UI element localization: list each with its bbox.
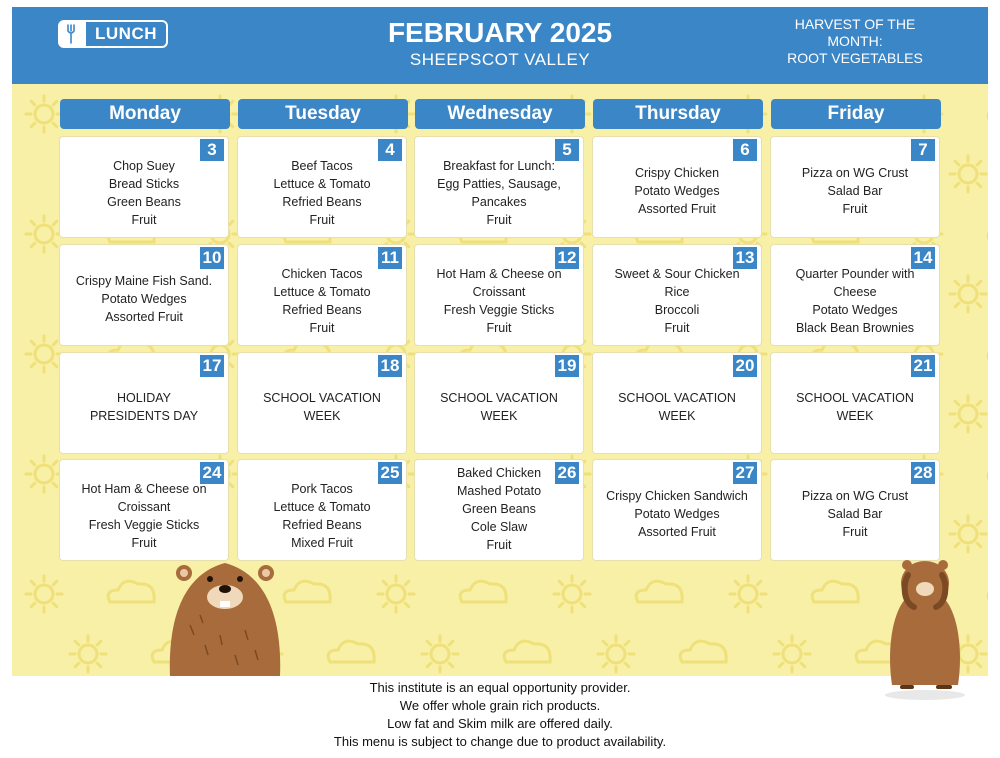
menu-item: Assorted Fruit bbox=[638, 525, 716, 539]
date-number: 25 bbox=[378, 462, 402, 484]
menu-item: SCHOOL VACATION bbox=[618, 391, 736, 405]
sun-pattern-icon bbox=[26, 336, 62, 372]
calendar-day-cell bbox=[771, 460, 939, 560]
menu-items bbox=[244, 157, 400, 229]
sun-pattern-icon bbox=[422, 636, 458, 672]
menu-item: Fruit bbox=[486, 213, 512, 227]
menu-item: PRESIDENTS DAY bbox=[89, 409, 199, 423]
calendar-day-cell bbox=[593, 245, 761, 345]
calendar-day-cell bbox=[593, 137, 761, 237]
menu-items bbox=[599, 389, 755, 425]
calendar-day-cell bbox=[60, 353, 228, 453]
menu-item: Hot Ham & Cheese on bbox=[436, 267, 562, 281]
date-number: 26 bbox=[555, 462, 579, 484]
footer-notes bbox=[200, 679, 800, 751]
sun-pattern-icon bbox=[950, 516, 986, 552]
menu-item: Pizza on WG Crust bbox=[801, 489, 909, 503]
day-header-tuesday: Tuesday bbox=[238, 99, 408, 129]
calendar-day-cell bbox=[60, 137, 228, 237]
menu-item: Lettuce & Tomato bbox=[273, 285, 371, 299]
menu-item: Refried Beans bbox=[282, 518, 362, 532]
day-header-monday: Monday bbox=[60, 99, 230, 129]
sun-pattern-icon bbox=[26, 576, 62, 612]
menu-item: WEEK bbox=[480, 409, 518, 423]
menu-item: Croissant bbox=[472, 285, 526, 299]
date-number: 6 bbox=[733, 139, 757, 161]
menu-items bbox=[777, 389, 933, 425]
date-number: 24 bbox=[200, 462, 224, 484]
date-number: 12 bbox=[555, 247, 579, 269]
date-number: 7 bbox=[911, 139, 935, 161]
sun-pattern-icon bbox=[70, 636, 106, 672]
menu-item: Fruit bbox=[486, 321, 512, 335]
menu-item: Sweet & Sour Chicken bbox=[614, 267, 740, 281]
harvest-of-month bbox=[770, 16, 940, 67]
menu-item: Fruit bbox=[309, 321, 335, 335]
menu-items bbox=[66, 480, 222, 552]
menu-item: SCHOOL VACATION bbox=[796, 391, 914, 405]
sun-pattern-icon bbox=[26, 96, 62, 132]
menu-item: WEEK bbox=[658, 409, 696, 423]
menu-item: Rice bbox=[664, 285, 690, 299]
menu-items bbox=[599, 164, 755, 218]
menu-item: Potato Wedges bbox=[812, 303, 898, 317]
menu-item: Fruit bbox=[486, 538, 512, 552]
cloud-pattern-icon bbox=[284, 581, 330, 602]
cloud-pattern-icon bbox=[680, 641, 726, 662]
menu-items bbox=[777, 164, 933, 218]
calendar-day-cell bbox=[415, 245, 583, 345]
groundhog-left-illustration bbox=[160, 555, 290, 676]
footer-line: This institute is an equal opportunity provider. bbox=[369, 680, 631, 695]
menu-item: Fresh Veggie Sticks bbox=[88, 518, 200, 532]
menu-item: Chicken Tacos bbox=[281, 267, 363, 281]
cloud-pattern-icon bbox=[328, 641, 374, 662]
menu-item: Mashed Potato bbox=[456, 484, 542, 498]
lunch-label: LUNCH bbox=[95, 24, 157, 43]
menu-item: Green Beans bbox=[107, 195, 181, 209]
calendar-day-cell bbox=[60, 245, 228, 345]
sun-pattern-icon bbox=[26, 216, 62, 252]
calendar-day-cell bbox=[771, 353, 939, 453]
date-number: 4 bbox=[378, 139, 402, 161]
menu-item: Fruit bbox=[131, 536, 157, 550]
sun-pattern-icon bbox=[26, 456, 62, 492]
menu-item: Crispy Maine Fish Sand. bbox=[75, 274, 213, 288]
day-header-wednesday: Wednesday bbox=[415, 99, 585, 129]
lunch-badge bbox=[58, 20, 168, 48]
menu-item: Croissant bbox=[117, 500, 171, 514]
date-number: 13 bbox=[733, 247, 757, 269]
menu-item: Breakfast for Lunch: bbox=[443, 159, 555, 173]
page-subtitle: SHEEPSCOT VALLEY bbox=[409, 50, 591, 69]
menu-items bbox=[777, 265, 933, 337]
menu-item: Cheese bbox=[833, 285, 877, 299]
menu-item: Cole Slaw bbox=[470, 520, 528, 534]
date-number: 19 bbox=[555, 355, 579, 377]
menu-items bbox=[66, 389, 222, 425]
calendar-day-cell bbox=[238, 245, 406, 345]
day-header-thursday: Thursday bbox=[593, 99, 763, 129]
menu-item: Assorted Fruit bbox=[105, 310, 183, 324]
calendar-day-cell bbox=[415, 460, 583, 560]
menu-item: Fruit bbox=[131, 213, 157, 227]
calendar-day-cell bbox=[238, 353, 406, 453]
menu-item: Fruit bbox=[309, 213, 335, 227]
groundhog-right-illustration bbox=[880, 555, 970, 700]
menu-items bbox=[599, 487, 755, 541]
date-number: 11 bbox=[378, 247, 402, 269]
cloud-pattern-icon bbox=[504, 641, 550, 662]
menu-item: Black Bean Brownies bbox=[795, 321, 915, 335]
menu-item: Quarter Pounder with bbox=[795, 267, 915, 281]
calendar-day-cell bbox=[771, 245, 939, 345]
sun-pattern-icon bbox=[730, 576, 766, 612]
menu-item: Pancakes bbox=[471, 195, 527, 209]
menu-item: Potato Wedges bbox=[634, 507, 720, 521]
calendar-day-cell bbox=[415, 137, 583, 237]
date-number: 21 bbox=[911, 355, 935, 377]
sun-pattern-icon bbox=[950, 156, 986, 192]
date-number: 14 bbox=[911, 247, 935, 269]
menu-items bbox=[421, 464, 577, 554]
menu-item: Baked Chicken bbox=[456, 466, 542, 480]
menu-item: Fruit bbox=[664, 321, 690, 335]
menu-items bbox=[66, 157, 222, 229]
calendar-day-cell bbox=[593, 460, 761, 560]
menu-item: Green Beans bbox=[462, 502, 536, 516]
harvest-line: ROOT VEGETABLES bbox=[787, 50, 923, 66]
cloud-pattern-icon bbox=[812, 581, 858, 602]
menu-item: Fresh Veggie Sticks bbox=[443, 303, 555, 317]
date-number: 20 bbox=[733, 355, 757, 377]
menu-items bbox=[244, 389, 400, 425]
calendar-day-cell bbox=[238, 460, 406, 560]
cloud-pattern-icon bbox=[108, 581, 154, 602]
menu-item: Egg Patties, Sausage, bbox=[437, 177, 561, 191]
sun-pattern-icon bbox=[950, 396, 986, 432]
menu-item: Hot Ham & Cheese on bbox=[81, 482, 207, 496]
date-number: 28 bbox=[911, 462, 935, 484]
footer-line: We offer whole grain rich products. bbox=[399, 698, 601, 713]
menu-item: Crispy Chicken Sandwich bbox=[606, 489, 748, 503]
menu-item: Broccoli bbox=[654, 303, 700, 317]
menu-item: Chop Suey bbox=[113, 159, 175, 173]
menu-item: WEEK bbox=[303, 409, 341, 423]
menu-item: Mixed Fruit bbox=[291, 536, 353, 550]
menu-item: Pork Tacos bbox=[291, 482, 353, 496]
menu-item: Refried Beans bbox=[282, 195, 362, 209]
menu-item: WEEK bbox=[836, 409, 874, 423]
menu-items bbox=[777, 487, 933, 541]
calendar-day-cell bbox=[60, 460, 228, 560]
page-title: FEBRUARY 2025 bbox=[387, 17, 613, 48]
date-number: 5 bbox=[555, 139, 579, 161]
footer-line: This menu is subject to change due to product availability. bbox=[333, 734, 667, 749]
date-number: 17 bbox=[200, 355, 224, 377]
date-number: 18 bbox=[378, 355, 402, 377]
date-number: 10 bbox=[200, 247, 224, 269]
menu-item: Fruit bbox=[842, 525, 868, 539]
fork-icon bbox=[60, 22, 86, 46]
sun-pattern-icon bbox=[598, 636, 634, 672]
footer-line: Low fat and Skim milk are offered daily. bbox=[387, 716, 613, 731]
sun-pattern-icon bbox=[774, 636, 810, 672]
menu-item: Lettuce & Tomato bbox=[273, 177, 371, 191]
menu-item: Salad Bar bbox=[827, 507, 883, 521]
header-banner bbox=[12, 7, 988, 84]
sun-pattern-icon bbox=[378, 576, 414, 612]
menu-items bbox=[421, 389, 577, 425]
calendar-day-cell bbox=[593, 353, 761, 453]
menu-item: Bread Sticks bbox=[108, 177, 180, 191]
cloud-pattern-icon bbox=[460, 581, 506, 602]
harvest-line: MONTH: bbox=[827, 33, 883, 49]
menu-item: Potato Wedges bbox=[634, 184, 720, 198]
menu-items bbox=[66, 272, 222, 326]
menu-item: Lettuce & Tomato bbox=[273, 500, 371, 514]
menu-item: Potato Wedges bbox=[101, 292, 187, 306]
menu-items bbox=[244, 265, 400, 337]
sun-pattern-icon bbox=[950, 276, 986, 312]
menu-items bbox=[421, 157, 577, 229]
calendar-day-cell bbox=[238, 137, 406, 237]
date-number: 27 bbox=[733, 462, 757, 484]
menu-items bbox=[599, 265, 755, 337]
harvest-line: HARVEST OF THE bbox=[794, 16, 916, 32]
menu-item: HOLIDAY bbox=[117, 391, 171, 405]
menu-item: Refried Beans bbox=[282, 303, 362, 317]
menu-item: SCHOOL VACATION bbox=[440, 391, 558, 405]
menu-item: Assorted Fruit bbox=[638, 202, 716, 216]
calendar-day-cell bbox=[415, 353, 583, 453]
menu-items bbox=[244, 480, 400, 552]
menu-item: Pizza on WG Crust bbox=[801, 166, 909, 180]
menu-item: Beef Tacos bbox=[291, 159, 353, 173]
menu-item: SCHOOL VACATION bbox=[263, 391, 381, 405]
menu-item: Salad Bar bbox=[827, 184, 883, 198]
menu-item: Fruit bbox=[842, 202, 868, 216]
menu-item: Crispy Chicken bbox=[634, 166, 720, 180]
date-number: 3 bbox=[200, 139, 224, 161]
calendar-day-cell bbox=[771, 137, 939, 237]
day-header-friday: Friday bbox=[771, 99, 941, 129]
menu-items bbox=[421, 265, 577, 337]
sun-pattern-icon bbox=[554, 576, 590, 612]
cloud-pattern-icon bbox=[636, 581, 682, 602]
